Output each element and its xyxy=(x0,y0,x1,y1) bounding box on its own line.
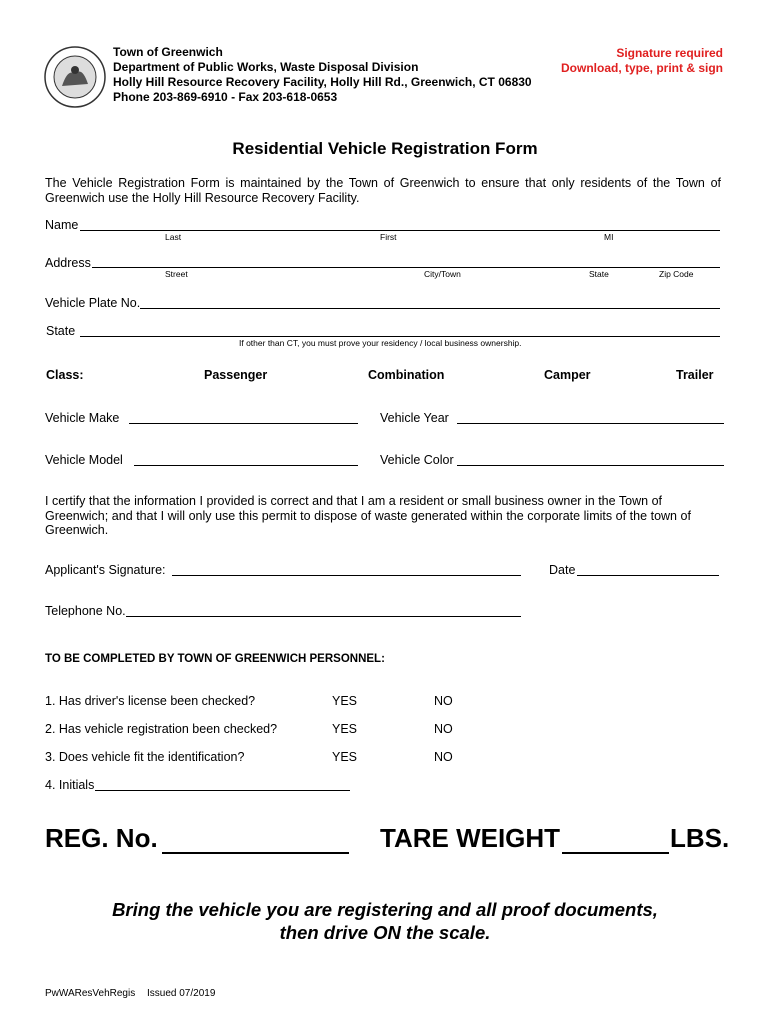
name-label: Name xyxy=(45,218,79,232)
signature-label: Applicant's Signature: xyxy=(45,563,166,577)
certify-line-3: Greenwich. xyxy=(45,523,109,537)
certify-line-1: I certify that the information I provided is correct and that I am a resident or small business owner in the Town of xyxy=(45,494,662,508)
address-sub-city: City/Town xyxy=(424,269,461,279)
name-sub-first: First xyxy=(380,232,397,242)
header-phone: Phone 203-869-6910 - Fax 203-618-0653 xyxy=(113,90,338,104)
question-3: 3. Does vehicle fit the identification? xyxy=(45,750,245,764)
question-3-yes[interactable]: YES xyxy=(332,750,358,764)
question-1: 1. Has driver's license been checked? xyxy=(45,694,256,708)
initials-line[interactable] xyxy=(95,790,350,791)
vehicle-year-label: Vehicle Year xyxy=(380,411,449,425)
header-department: Department of Public Works, Waste Disposal Division xyxy=(113,60,419,74)
lbs-label: LBS. xyxy=(670,823,730,853)
signature-line[interactable] xyxy=(172,575,521,576)
plate-line[interactable] xyxy=(140,308,720,309)
question-2-no[interactable]: NO xyxy=(434,722,453,736)
header-facility: Holly Hill Resource Recovery Facility, Holly Hill Rd., Greenwich, CT 06830 xyxy=(113,75,532,89)
class-trailer[interactable]: Trailer xyxy=(676,368,714,382)
certify-line-2: Greenwich; and that I will only use this permit to dispose of waste generated within the corporate limits of the town of xyxy=(45,509,691,523)
tare-label: TARE WEIGHT xyxy=(380,823,561,853)
town-seal xyxy=(44,46,106,108)
date-label: Date xyxy=(549,563,576,577)
telephone-line[interactable] xyxy=(126,616,521,617)
name-sub-mi: MI xyxy=(604,232,614,242)
vehicle-model-line[interactable] xyxy=(134,465,358,466)
reg-label: REG. No. xyxy=(45,823,158,853)
address-line[interactable] xyxy=(92,267,720,268)
plate-label: Vehicle Plate No. xyxy=(45,296,141,310)
state-label: State xyxy=(46,324,76,338)
header-town: Town of Greenwich xyxy=(113,45,223,59)
vehicle-color-label: Vehicle Color xyxy=(380,453,454,467)
question-1-yes[interactable]: YES xyxy=(332,694,358,708)
question-3-no[interactable]: NO xyxy=(434,750,453,764)
vehicle-make-label: Vehicle Make xyxy=(45,411,120,425)
tare-line[interactable] xyxy=(562,852,669,854)
signature-required-notice: Signature required xyxy=(616,46,723,60)
telephone-label: Telephone No. xyxy=(45,604,126,618)
form-id: PwWAResVehRegis xyxy=(45,988,136,999)
intro-line-1: The Vehicle Registration Form is maintained by the Town of Greenwich to ensure that only residents of the Town of xyxy=(45,176,721,190)
issued-date: Issued 07/2019 xyxy=(147,988,216,999)
vehicle-color-line[interactable] xyxy=(457,465,724,466)
date-line[interactable] xyxy=(577,575,719,576)
personnel-heading: TO BE COMPLETED BY TOWN OF GREENWICH PERSONNEL: xyxy=(45,653,385,665)
question-2: 2. Has vehicle registration been checked? xyxy=(45,722,278,736)
vehicle-model-label: Vehicle Model xyxy=(45,453,123,467)
vehicle-make-line[interactable] xyxy=(129,423,358,424)
intro-line-2: Greenwich use the Holly Hill Resource Recovery Facility. xyxy=(45,191,360,205)
class-passenger[interactable]: Passenger xyxy=(204,368,268,382)
class-combination[interactable]: Combination xyxy=(368,368,445,382)
question-1-no[interactable]: NO xyxy=(434,694,453,708)
address-label: Address xyxy=(45,256,91,270)
form-title: Residential Vehicle Registration Form xyxy=(232,139,538,158)
address-sub-street: Street xyxy=(165,269,188,279)
question-2-yes[interactable]: YES xyxy=(332,722,358,736)
class-label: Class: xyxy=(46,368,84,382)
download-notice: Download, type, print & sign xyxy=(561,61,723,75)
class-camper[interactable]: Camper xyxy=(544,368,591,382)
footer-note-line-2: then drive ON the scale. xyxy=(279,922,491,943)
state-line[interactable] xyxy=(80,336,720,337)
address-sub-state: State xyxy=(589,269,609,279)
reg-line[interactable] xyxy=(162,852,349,854)
name-sub-last: Last xyxy=(165,232,182,242)
address-sub-zip: Zip Code xyxy=(659,269,694,279)
name-line[interactable] xyxy=(80,230,720,231)
footer-note-line-1: Bring the vehicle you are registering and all proof documents, xyxy=(112,899,658,920)
initials-label: 4. Initials xyxy=(45,778,95,792)
vehicle-year-line[interactable] xyxy=(457,423,724,424)
state-note: If other than CT, you must prove your residency / local business ownership. xyxy=(239,338,522,348)
